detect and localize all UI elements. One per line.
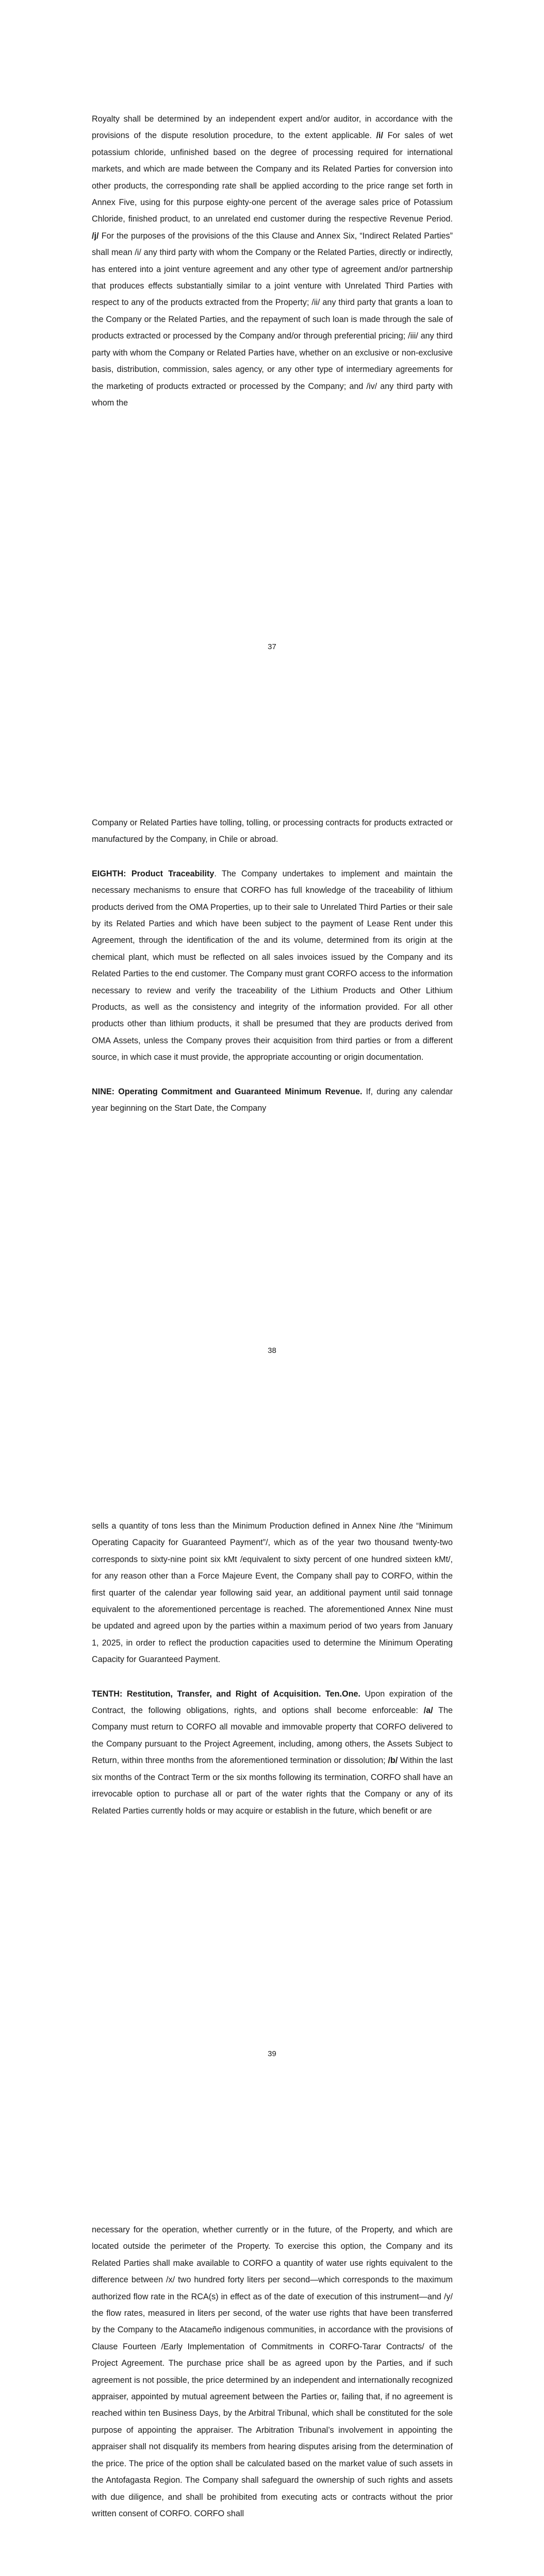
bold-run: /a/	[423, 1706, 433, 1716]
text-run: Company or Related Parties have tolling, tolling, or processing contracts for products extracted or manufactured by the Company, in Chile or abroad.	[92, 818, 453, 844]
text-run: For the purposes of the provisions of the this Clause and Annex Six, “Indirect Related Parties” shall mean /i/ any third party with whom the Company or the Related Parties, directly or indirectly, has entered into a joint venture agreement and any other type of agreement and/or partnership that produces effects substantially similar to a joint venture with Unrelated Third Parties with respect to any of the products extracted from the Property; /ii/ any third party that grants a loan to the Company or the Related Parties, and the repayment of such loan is made through the sale of products extracted or processed by the Company and/or through preferential pricing; /iii/ any third party with whom the Company or Related Parties have, whether on an exclusive or non-exclusive basis, distribution, commission, sales agency, or any other type of intermediary agreements for the marketing of products extracted or processed by the Company; and /iv/ any third party with whom the	[92, 231, 453, 408]
page-number: 38	[268, 1346, 276, 1355]
paragraph-gap	[92, 1066, 453, 1083]
paragraph	[92, 1686, 453, 1819]
bold-run: /i/	[376, 131, 384, 141]
paragraph-gap	[92, 848, 453, 866]
text-run: Upon expiration of the Contract, the following obligations, rights, and options shall become enforceable:	[92, 1689, 453, 1716]
text-run: Royalty shall be determined by an independent expert and/or auditor, in accordance with the provisions of the dispute resolution procedure, to the extent applicable.	[92, 114, 453, 141]
page-38-body	[92, 815, 453, 1117]
page-39-body	[92, 1518, 453, 1819]
paragraph	[92, 815, 453, 848]
bold-run: TENTH: Restitution, Transfer, and Right of Acquisition. Ten.One.	[92, 1689, 361, 1699]
paragraph	[92, 1518, 453, 1668]
bold-run: /b/	[388, 1756, 398, 1766]
bold-run: EIGHTH: Product Traceability	[92, 869, 215, 878]
text-run: The Company must return to CORFO all movable and immovable property that CORFO delivered to the Company pursuant to the Project Agreement, including, among others, the Assets Subject to Return, within three months from the aforementioned termination or dissolution;	[92, 1706, 453, 1766]
paragraph-gap	[92, 1668, 453, 1686]
paragraph	[92, 2222, 453, 2522]
page-number: 37	[268, 642, 276, 651]
bold-run: /j/	[92, 231, 99, 241]
paragraph	[92, 111, 453, 411]
text-run: For sales of wet potassium chloride, unfinished based on the degree of processing required for international markets, and which are made between the Company and its Related Parties for conversion into other products, the corresponding rate shall be applied according to the price range set forth in Annex Five, using for this purpose eighty-one percent of the average sales price of Potassium Chloride, finished product, to an unrelated end customer during the respective Revenue Period.	[92, 131, 453, 224]
paragraph	[92, 866, 453, 1066]
text-run: . The Company undertakes to implement and maintain the necessary mechanisms to ensure that CORFO has full knowledge of the traceability of lithium products derived from the OMA Properties, up to their sale to Unrelated Third Parties or their sale by its Related Parties and which have been subject to the payment of Lease Rent under this Agreement, through the identification of the and its volume, determined from its origin at the chemical plant, which must be reflected on all sales invoices issued by the Company and its Related Parties to the end customer. The Company must grant CORFO access to the information necessary to review and verify the traceability of the Lithium Products and Other Lithium Products, as well as the consistency and integrity of the information provided. For all other products other than lithium products, it shall be presumed that they are products derived from OMA Assets, unless the Company proves their acquisition from third parties or from a different source, in which case it must provide, the appropriate accounting or origin documentation.	[92, 869, 453, 1062]
bold-run: NINE: Operating Commitment and Guaranteed Minimum Revenue.	[92, 1087, 362, 1096]
paragraph	[92, 1083, 453, 1117]
page-37-body	[92, 111, 453, 411]
page-number: 39	[268, 2049, 276, 2058]
page-40-body	[92, 2222, 453, 2522]
text-run: necessary for the operation, whether currently or in the future, of the Property, and which are located outside the perimeter of the Property. To exercise this option, the Company and its Related Parties shall make available to CORFO a quantity of water use rights equivalent to the difference between /x/ two hundred forty liters per second—which corresponds to the maximum authorized flow rate in the RCA(s) in effect as of the date of execution of this instrument—and /y/ the flow rates, measured in liters per second, of the water use rights that have been transferred by the Company to the Atacameño indigenous communities, in accordance with the provisions of Clause Fourteen /Early Implementation of Commitments in CORFO-Tarar Contracts/ of the Project Agreement. The purchase price shall be as agreed upon by the Parties, and if such agreement is not possible, the price determined by an independent and internationally recognized appraiser, appointed by mutual agreement between the Parties or, failing that, if no agreement is reached within ten Business Days, by the Arbitral Tribunal, which shall be constituted for the sole purpose of appointing the appraiser. The Arbitration Tribunal’s involvement in appointing the appraiser shall not disqualify its members from hearing disputes arising from the determination of the price. The price of the option shall be calculated based on the market value of such assets in the Antofagasta Region. The Company shall safeguard the ownership of such rights and assets with due diligence, and shall be prohibited from executing acts or contracts without the prior written consent of CORFO. CORFO shall	[92, 2225, 453, 2518]
text-run: Within the last six months of the Contract Term or the six months following its termination, CORFO shall have an irrevocable option to purchase all or part of the water rights that the Company or any of its Related Parties currently holds or may acquire or establish in the future, which benefit or are	[92, 1756, 453, 1816]
text-run: sells a quantity of tons less than the Minimum Production defined in Annex Nine /the “Minimum Operating Capacity for Guaranteed Payment”/, which as of the year two thousand twenty-two corresponds to sixty-nine point six kMt /equivalent to sixty percent of one hundred sixteen kMt/, for any reason other than a Force Majeure Event, the Company shall pay to CORFO, within the first quarter of the calendar year following said year, an additional payment until said tonnage equivalent to the aforementioned percentage is reached. The aforementioned Annex Nine must be updated and agreed upon by the parties within a maximum period of two years from January 1, 2025, in order to reflect the production capacities used to determine the Minimum Operating Capacity for Guaranteed Payment.	[92, 1521, 453, 1665]
text-run: If, during any calendar year beginning on the Start Date, the Company	[92, 1087, 453, 1113]
